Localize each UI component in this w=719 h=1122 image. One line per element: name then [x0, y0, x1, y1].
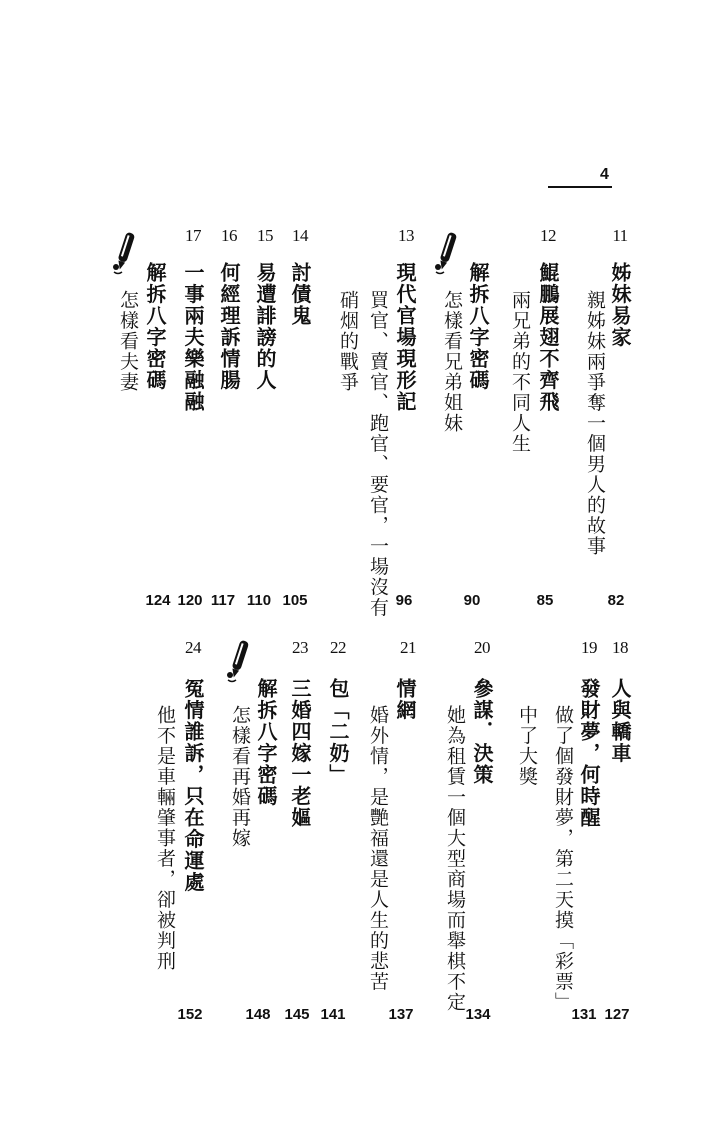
page-number: 4 — [600, 166, 609, 183]
entry-page: 124 — [145, 592, 171, 609]
entry-title: 解拆八字密碼 — [254, 678, 278, 807]
entry-page: 152 — [177, 1006, 203, 1023]
entry-number: 18 — [612, 638, 628, 657]
entry-number: 21 — [400, 638, 416, 657]
entry-number: 11 — [612, 226, 628, 245]
entry-number: 20 — [474, 638, 490, 657]
entry-number: 16 — [221, 226, 237, 245]
entry-number: 22 — [330, 638, 346, 657]
entry-subtitle: 親姊妹兩爭奪一個男人的故事 — [584, 290, 606, 557]
entry-title: 三婚四嫁一老嫗 — [288, 678, 312, 829]
entry-number: 15 — [257, 226, 273, 245]
entry-title: 現代官場現形記 — [393, 262, 417, 413]
entry-page: 141 — [320, 1006, 346, 1023]
entry-page: 110 — [246, 592, 272, 609]
entry-subtitle: 硝烟的戰爭 — [337, 290, 359, 393]
entry-title: 一事兩夫樂融融 — [181, 262, 205, 413]
entry-title: 討債鬼 — [288, 262, 312, 327]
entry-subtitle: 怎樣看兄弟姐妹 — [441, 290, 463, 434]
entry-subtitle: 她為租賃一個大型商場而舉棋不定 — [444, 705, 466, 1013]
entry-title: 鯤鵬展翅不齊飛 — [536, 262, 560, 413]
entry-title: 姊妹易家 — [608, 262, 632, 348]
entry-page: 148 — [245, 1006, 271, 1023]
entry-page: 131 — [571, 1006, 597, 1023]
entry-page: 82 — [607, 592, 625, 609]
entry-title: 易遭誹謗的人 — [253, 262, 277, 391]
entry-number: 19 — [581, 638, 597, 657]
entry-number: 14 — [292, 226, 308, 245]
brush-icon — [112, 230, 138, 276]
entry-subtitle: 怎樣看夫妻 — [117, 290, 139, 393]
entry-subtitle: 他不是車輛肇事者，卻被判刑 — [154, 705, 176, 972]
header-rule — [548, 186, 612, 188]
entry-subtitle: 買官、賣官、跑官、要官，一場沒有 — [367, 290, 389, 618]
entry-title: 參謀．決策 — [470, 678, 494, 786]
entry-number: 23 — [292, 638, 308, 657]
entry-number: 24 — [185, 638, 201, 657]
entry-subtitle: 中了大獎 — [516, 705, 538, 787]
entry-page: 117 — [210, 592, 236, 609]
entry-page: 134 — [465, 1006, 491, 1023]
entry-title: 何經理訴情腸 — [217, 262, 241, 391]
entry-page: 90 — [463, 592, 481, 609]
entry-number: 13 — [398, 226, 414, 245]
entry-number: 12 — [540, 226, 556, 245]
entry-title: 解拆八字密碼 — [466, 262, 490, 391]
entry-page: 96 — [395, 592, 413, 609]
entry-title: 包「二奶」 — [326, 678, 350, 786]
entry-page: 127 — [604, 1006, 630, 1023]
entry-title: 解拆八字密碼 — [143, 262, 167, 391]
entry-page: 120 — [177, 592, 203, 609]
entry-subtitle: 怎樣看再婚再嫁 — [229, 705, 251, 849]
entry-title: 情網 — [393, 678, 417, 721]
entry-subtitle: 兩兄弟的不同人生 — [509, 290, 531, 454]
entry-title: 冤情誰訴，只在命運處 — [181, 678, 205, 893]
entry-title: 人與轎車 — [608, 678, 632, 764]
entry-page: 85 — [536, 592, 554, 609]
brush-icon — [434, 230, 460, 276]
entry-page: 145 — [284, 1006, 310, 1023]
entry-page: 105 — [282, 592, 308, 609]
brush-icon — [226, 638, 252, 684]
entry-number: 17 — [185, 226, 201, 245]
entry-title: 發財夢，何時醒 — [577, 678, 601, 829]
entry-page: 137 — [388, 1006, 414, 1023]
entry-subtitle: 婚外情，是艷福還是人生的悲苦 — [367, 705, 389, 992]
entry-subtitle: 做了個發財夢，第二天摸「彩票」 — [552, 705, 574, 1013]
